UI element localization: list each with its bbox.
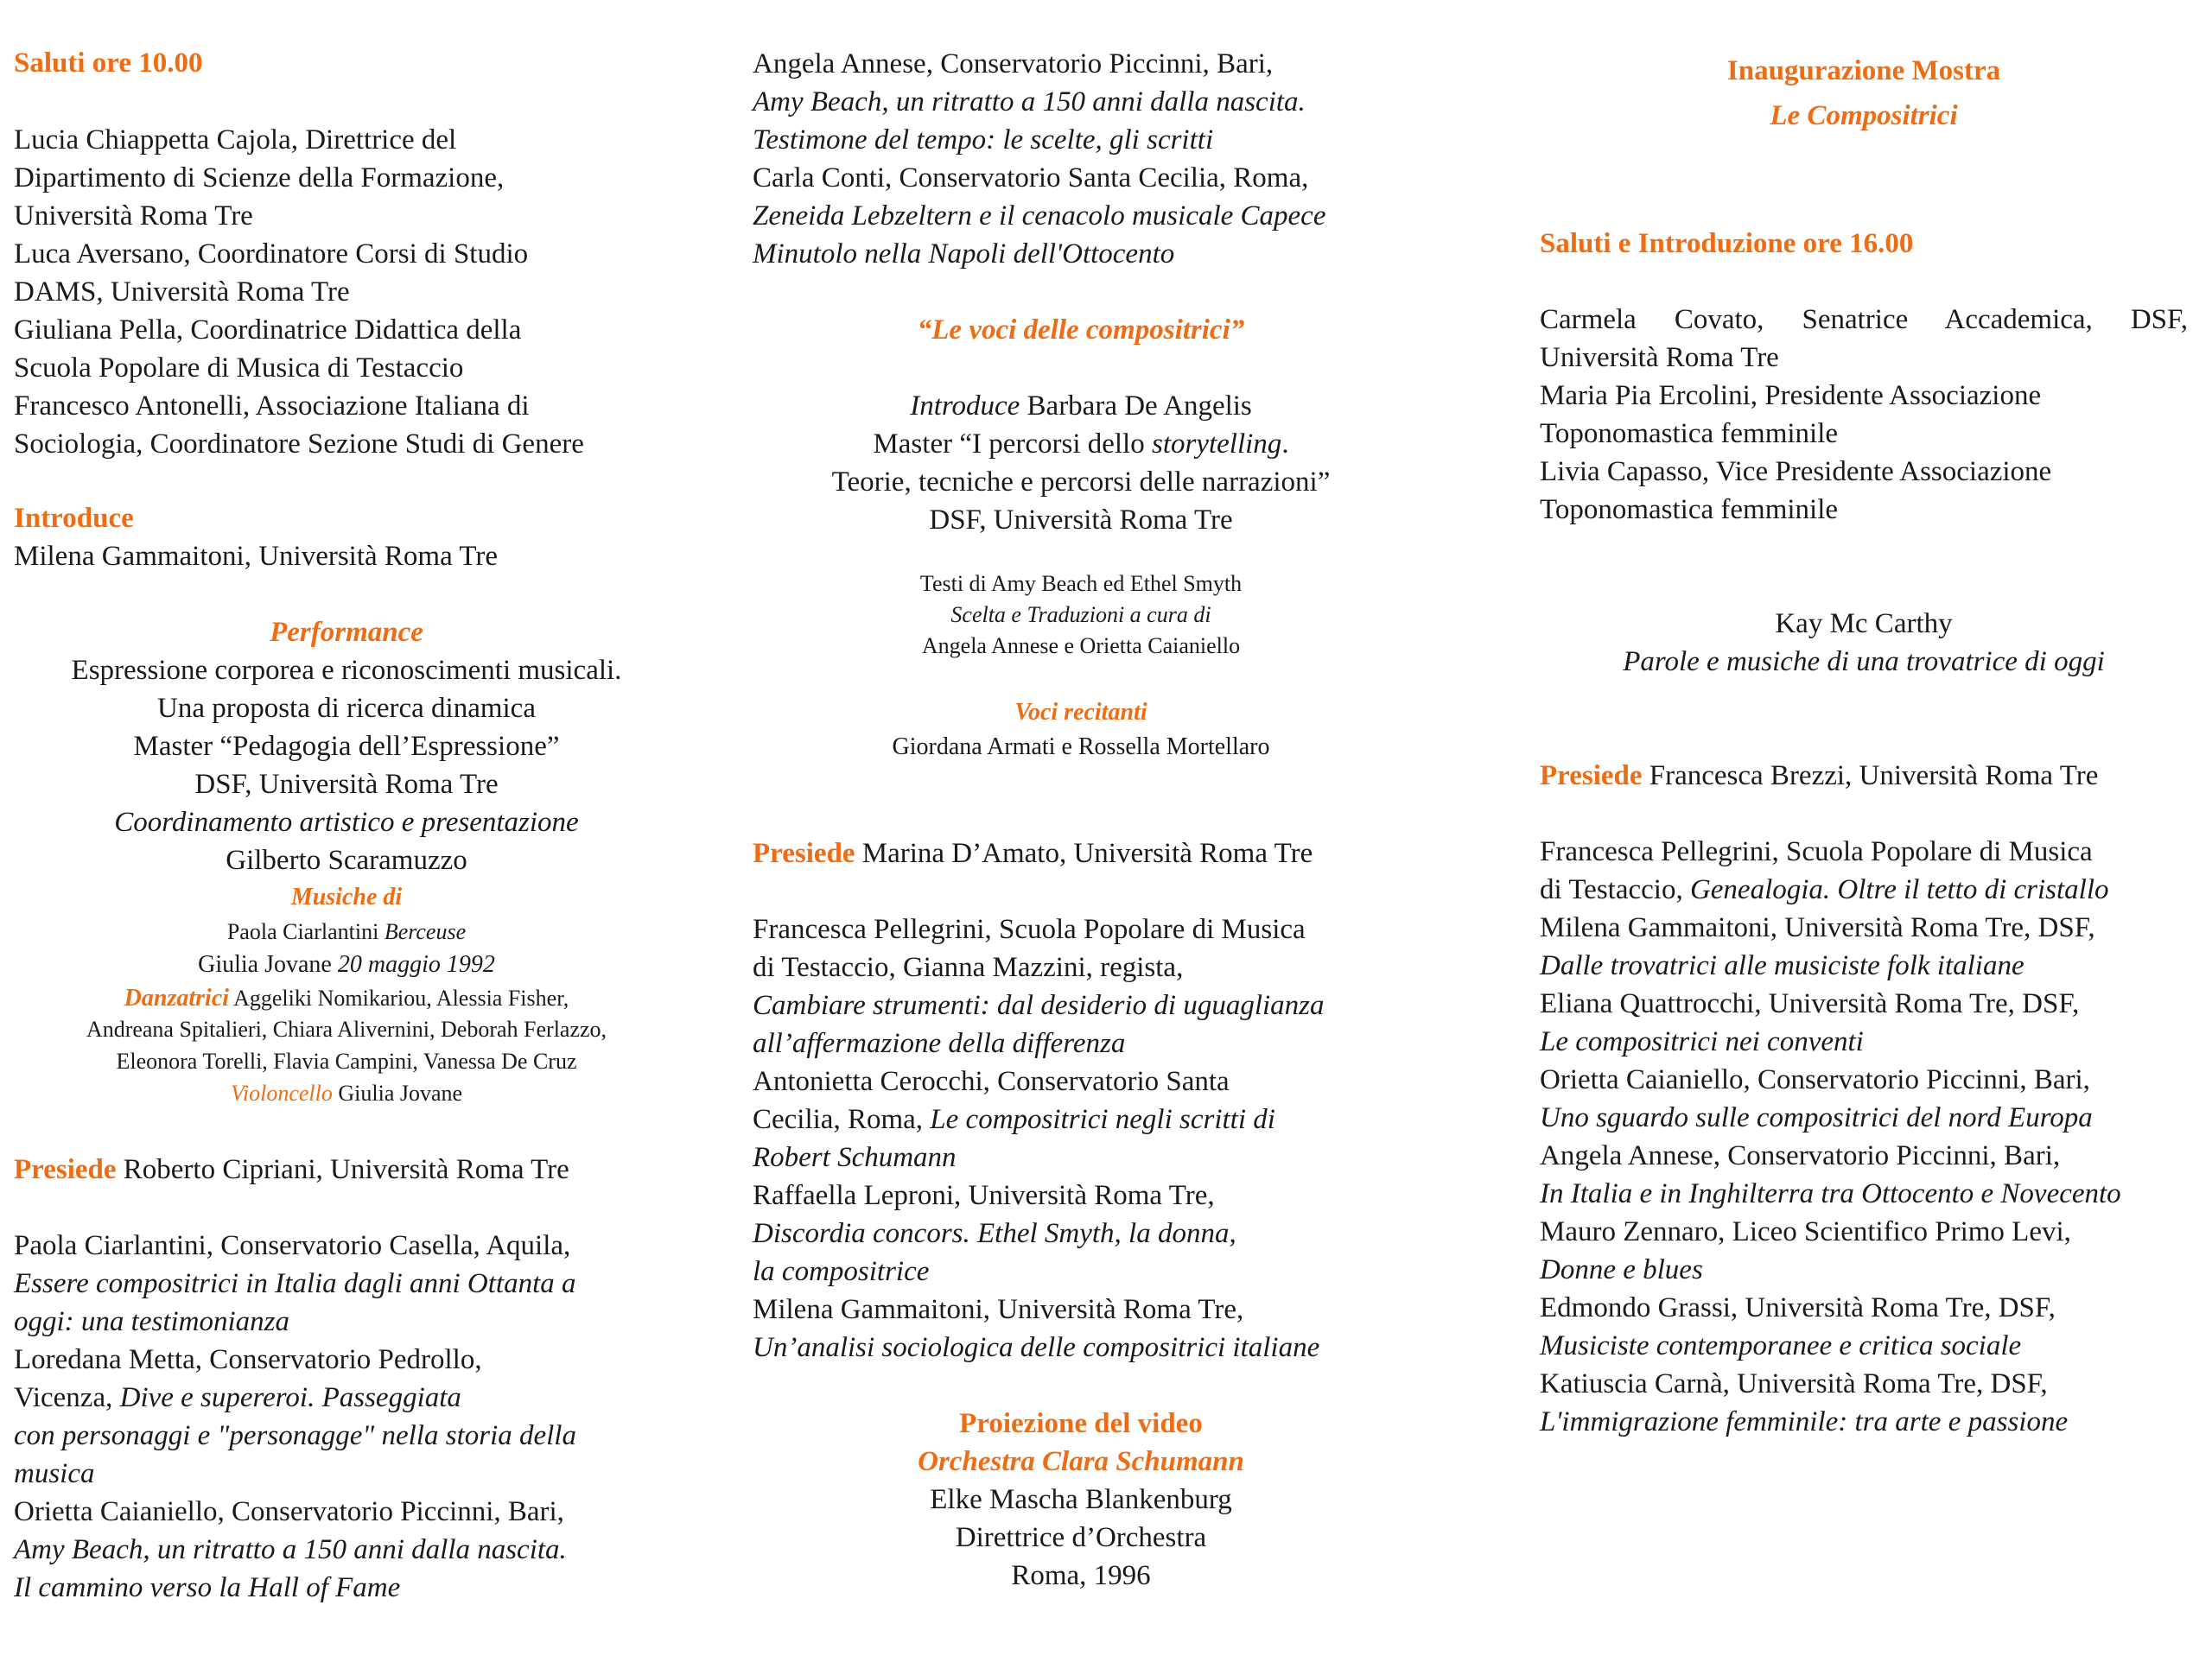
- talk-author: di Testaccio, Gianna Mazzini, regista,: [753, 952, 1184, 983]
- saluti-line: Toponomastica femminile: [1540, 494, 1839, 525]
- talk-author: Carla Conti, Conservatorio Santa Cecilia, Roma,: [753, 162, 1309, 194]
- talk-author: Mauro Zennaro, Liceo Scientifico Primo Levi,: [1540, 1216, 2071, 1247]
- performance-heading: Performance: [270, 617, 423, 648]
- talk-title: oggi: una testimonianza: [14, 1306, 289, 1337]
- talk-title: Uno sguardo sulle compositrici del nord Europa: [1540, 1102, 2093, 1133]
- testi-line: Angela Annese e Orietta Caianiello: [921, 633, 1241, 658]
- saluti-line: Maria Pia Ercolini, Presidente Associazione: [1540, 380, 2042, 411]
- talk-title: Robert Schumann: [753, 1142, 957, 1173]
- musiche-heading: Musiche di: [290, 884, 403, 910]
- saluti-line: Lucia Chiappetta Cajola, Direttrice del: [14, 124, 457, 155]
- talk-title: Musiciste contemporanee e critica sociale: [1540, 1330, 2022, 1361]
- saluti-line: DAMS, Università Roma Tre: [14, 276, 350, 308]
- violoncello-line: Violoncello Giulia Jovane: [230, 1081, 463, 1106]
- talk-author: Milena Gammaitoni, Università Roma Tre, DSF,: [1540, 912, 2095, 943]
- talk-author: Antonietta Cerocchi, Conservatorio Santa: [753, 1066, 1230, 1097]
- talk-author: Orietta Caianiello, Conservatorio Piccinni, Bari,: [1540, 1064, 2090, 1095]
- mostra-heading: Inaugurazione Mostra: [1726, 55, 2001, 86]
- saluti-line: Sociologia, Coordinatore Sezione Studi di Genere: [14, 428, 584, 460]
- video-line: Elke Mascha Blankenburg: [930, 1484, 1232, 1515]
- coordinatore-name: Gilberto Scaramuzzo: [226, 845, 467, 876]
- talk-title: Donne e blues: [1540, 1254, 1703, 1285]
- musiche-item: Giulia Jovane 20 maggio 1992: [198, 951, 495, 978]
- talk-author: Cecilia, Roma, Le compositrici negli scritti di: [753, 1104, 1275, 1135]
- talk-title: all’affermazione della differenza: [753, 1028, 1126, 1059]
- talk-title: Minutolo nella Napoli dell'Ottocento: [753, 238, 1175, 270]
- talk-author: di Testaccio, Genealogia. Oltre il tetto di cristallo: [1540, 874, 2109, 905]
- testi-line: Testi di Amy Beach ed Ethel Smyth: [919, 571, 1243, 596]
- musiche-item: Paola Ciarlantini Berceuse: [226, 919, 467, 944]
- voci-recitanti-names: Giordana Armati e Rossella Mortellaro: [892, 733, 1270, 760]
- talk-title: Dalle trovatrici alle musiciste folk italiane: [1540, 950, 2024, 981]
- performance-line: Una proposta di ricerca dinamica: [157, 693, 536, 724]
- saluti-line: Università Roma Tre: [14, 200, 253, 232]
- saluti-heading: Saluti e Introduzione ore 16.00: [1540, 228, 1914, 259]
- talk-title: Essere compositrici in Italia dagli anni Ottanta a: [14, 1268, 576, 1299]
- danzatrici-line: Andreana Spitalieri, Chiara Alivernini, Deborah Ferlazzo,: [86, 1017, 607, 1042]
- voci-recitanti-heading: Voci recitanti: [1014, 699, 1147, 726]
- talk-author: Francesca Pellegrini, Scuola Popolare di Musica: [753, 914, 1306, 945]
- talk-author: Orietta Caianiello, Conservatorio Piccinni, Bari,: [14, 1496, 564, 1527]
- video-line: Roma, 1996: [1011, 1560, 1151, 1591]
- video-heading: Proiezione del video: [959, 1408, 1203, 1439]
- master-line: Master “I percorsi dello storytelling.: [873, 428, 1289, 460]
- saluti-line: Luca Aversano, Coordinatore Corsi di Studio: [14, 238, 529, 270]
- talk-title: Discordia concors. Ethel Smyth, la donna,: [753, 1218, 1236, 1249]
- talk-author: Paola Ciarlantini, Conservatorio Casella, Aquila,: [14, 1230, 571, 1261]
- performance-line: Espressione corporea e riconoscimenti musicali.: [71, 655, 622, 686]
- saluti-line: Università Roma Tre: [1540, 342, 1779, 373]
- danzatrici-line: Danzatrici Aggeliki Nomikariou, Alessia Fisher,: [124, 985, 569, 1012]
- talk-author: Milena Gammaitoni, Università Roma Tre,: [753, 1294, 1244, 1325]
- saluti-line: Toponomastica femminile: [1540, 418, 1839, 449]
- performance-line: DSF, Università Roma Tre: [194, 769, 499, 800]
- talk-author: Katiuscia Carnà, Università Roma Tre, DSF,: [1540, 1368, 2048, 1399]
- talk-title: Il cammino verso la Hall of Fame: [14, 1572, 401, 1603]
- saluti-line: Dipartimento di Scienze della Formazione,: [14, 162, 505, 194]
- presiede-line: Presiede Roberto Cipriani, Università Roma Tre: [14, 1154, 569, 1185]
- master-line: Teorie, tecniche e percorsi delle narrazioni”: [831, 466, 1331, 498]
- talk-title: la compositrice: [753, 1256, 930, 1287]
- talk-title: musica: [14, 1458, 95, 1489]
- presiede-line: Presiede Marina D’Amato, Università Roma Tre: [753, 838, 1313, 869]
- talk-title: Le compositrici nei conventi: [1540, 1026, 1864, 1057]
- saluti-line: Carmela Covato, Senatrice Accademica, DSF,: [1540, 304, 2188, 335]
- introduce-heading: Introduce: [14, 503, 134, 534]
- talk-title: Amy Beach, un ritratto a 150 anni dalla nascita.: [14, 1534, 567, 1565]
- talk-title: In Italia e in Inghilterra tra Ottocento e Novecento: [1540, 1178, 2121, 1209]
- voci-heading: “Le voci delle compositrici”: [917, 314, 1245, 346]
- talk-title: Amy Beach, un ritratto a 150 anni dalla nascita.: [753, 86, 1306, 117]
- saluti-line: Giuliana Pella, Coordinatrice Didattica della: [14, 314, 522, 346]
- video-title: Orchestra Clara Schumann: [918, 1446, 1244, 1477]
- talk-author: Loredana Metta, Conservatorio Pedrollo,: [14, 1344, 482, 1375]
- talk-author: Raffaella Leproni, Università Roma Tre,: [753, 1180, 1215, 1211]
- mostra-title: Le Compositrici: [1770, 100, 1958, 131]
- talk-author: Angela Annese, Conservatorio Piccinni, Bari,: [1540, 1140, 2061, 1171]
- kay-title: Parole e musiche di una trovatrice di oggi: [1623, 646, 2105, 677]
- talk-title: L'immigrazione femminile: tra arte e passione: [1540, 1406, 2069, 1437]
- danzatrici-line: Eleonora Torelli, Flavia Campini, Vanessa De Cruz: [116, 1049, 577, 1074]
- introduce-name: Milena Gammaitoni, Università Roma Tre: [14, 541, 499, 572]
- talk-author: Edmondo Grassi, Università Roma Tre, DSF,: [1540, 1292, 2056, 1323]
- talk-author: Vicenza, Dive e supereroi. Passeggiata: [14, 1382, 461, 1413]
- testi-line: Scelta e Traduzioni a cura di: [950, 602, 1211, 627]
- coordinamento-label: Coordinamento artistico e presentazione: [114, 807, 579, 838]
- saluti-line: Scuola Popolare di Musica di Testaccio: [14, 352, 464, 384]
- saluti-line: Livia Capasso, Vice Presidente Associazione: [1540, 456, 2052, 487]
- talk-author: Angela Annese, Conservatorio Piccinni, Bari,: [753, 48, 1274, 79]
- saluti-line: Francesco Antonelli, Associazione Italiana di: [14, 390, 530, 422]
- master-line: DSF, Università Roma Tre: [929, 504, 1233, 536]
- talk-title: Testimone del tempo: le scelte, gli scritti: [753, 124, 1214, 155]
- performance-line: Master “Pedagogia dell’Espressione”: [133, 731, 560, 762]
- talk-author: Eliana Quattrocchi, Università Roma Tre, DSF,: [1540, 988, 2080, 1019]
- talk-title: Zeneida Lebzeltern e il cenacolo musicale Capece: [753, 200, 1326, 232]
- talk-title: Cambiare strumenti: dal desiderio di uguaglianza: [753, 990, 1325, 1021]
- talk-title: Un’analisi sociologica delle compositrici italiane: [753, 1332, 1320, 1363]
- introduce-line: Introduce Barbara De Angelis: [910, 390, 1252, 422]
- talk-author: Francesca Pellegrini, Scuola Popolare di Musica: [1540, 836, 2093, 867]
- talk-title: con personaggi e "personagge" nella storia della: [14, 1420, 576, 1451]
- presiede-line: Presiede Francesca Brezzi, Università Roma Tre: [1540, 760, 2099, 791]
- video-line: Direttrice d’Orchestra: [955, 1522, 1207, 1553]
- kay-name: Kay Mc Carthy: [1775, 608, 1953, 639]
- saluti-heading: Saluti ore 10.00: [14, 48, 203, 79]
